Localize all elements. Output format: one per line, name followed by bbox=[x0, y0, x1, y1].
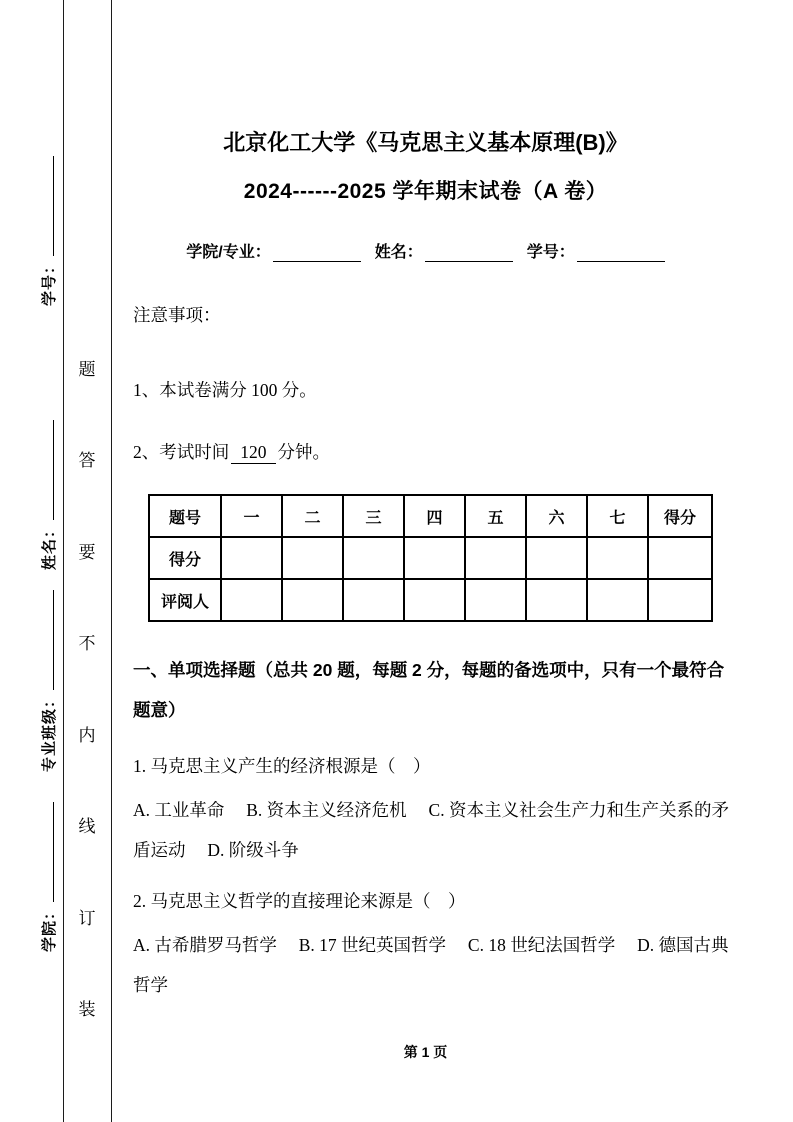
reviewer-cell-empty bbox=[343, 579, 404, 621]
binding-char: 内 bbox=[78, 725, 96, 745]
binding-char: 要 bbox=[78, 542, 96, 562]
question-1-text: 1. 马克思主义产生的经济根源是（ ） bbox=[133, 755, 431, 776]
reviewer-cell-empty bbox=[648, 579, 712, 621]
score-table bbox=[148, 494, 713, 622]
notice-heading: 注意事项： bbox=[133, 305, 221, 325]
exam-duration-value: 120 bbox=[231, 442, 275, 464]
exam-title: 北京化工大学《马克思主义基本原理(B)》 bbox=[223, 130, 628, 155]
score-table-header-cell: 六 bbox=[526, 495, 587, 537]
margin-college-label bbox=[38, 802, 59, 952]
name-label: 姓名： bbox=[374, 244, 423, 261]
binding-char: 线 bbox=[78, 817, 96, 837]
score-table-score-row bbox=[149, 537, 712, 579]
reviewer-cell-empty bbox=[404, 579, 465, 621]
student-info-row bbox=[133, 239, 718, 262]
margin-college-blank bbox=[50, 802, 54, 902]
binding-line-inner bbox=[111, 0, 112, 1122]
question-2-text: 2. 马克思主义哲学的直接理论来源是（ ） bbox=[133, 891, 466, 911]
page-number: 第 1 页 bbox=[403, 1044, 448, 1060]
margin-student-id-blank bbox=[50, 156, 54, 256]
margin-name-text: 姓名： bbox=[41, 521, 58, 570]
score-table-header-cell: 七 bbox=[587, 495, 648, 537]
score-table-header-row bbox=[149, 495, 712, 537]
reviewer-row-label: 评阅人 bbox=[149, 579, 221, 621]
exam-subtitle: 2024------2025 学年期末试卷（A 卷） bbox=[243, 180, 608, 203]
margin-college-text: 学院： bbox=[41, 903, 58, 952]
margin-student-id-label bbox=[38, 156, 59, 306]
reviewer-cell-empty bbox=[587, 579, 648, 621]
exam-content bbox=[133, 0, 761, 1006]
score-cell-empty bbox=[343, 537, 404, 579]
margin-class-text: 专业班级： bbox=[41, 691, 58, 772]
score-cell-empty bbox=[648, 537, 712, 579]
margin-name-blank bbox=[50, 420, 54, 520]
score-table-header-cell: 二 bbox=[282, 495, 343, 537]
score-table-header-cell: 三 bbox=[343, 495, 404, 537]
student-id-label: 学号： bbox=[526, 244, 575, 261]
score-table-header-cell: 四 bbox=[404, 495, 465, 537]
score-cell-empty bbox=[587, 537, 648, 579]
binding-char: 答 bbox=[78, 451, 96, 471]
score-table-header-cell: 一 bbox=[221, 495, 282, 537]
reviewer-cell-empty bbox=[526, 579, 587, 621]
student-id-blank bbox=[577, 245, 665, 262]
margin-student-id-text: 学号： bbox=[41, 257, 58, 306]
reviewer-cell-empty bbox=[282, 579, 343, 621]
margin-class-label bbox=[38, 590, 59, 772]
margin-class-blank bbox=[50, 590, 54, 690]
name-blank bbox=[425, 245, 513, 262]
binding-char: 不 bbox=[78, 634, 96, 654]
score-cell-empty bbox=[221, 537, 282, 579]
notice-item-2-suffix: 分钟。 bbox=[277, 442, 330, 462]
binding-instruction-column bbox=[63, 355, 111, 1020]
notice-item-1: 1、本试卷满分 100 分。 bbox=[133, 380, 317, 400]
question-1-options: A. 工业革命 B. 资本主义经济危机 C. 资本主义社会生产力和生产关系的矛盾运动 D. 阶级斗争 bbox=[133, 799, 729, 860]
score-cell-empty bbox=[282, 537, 343, 579]
notice-item-2-prefix: 2、考试时间 bbox=[133, 442, 230, 462]
section-heading: 一、单项选择题（总共 20 题，每题 2 分，每题的备选项中，只有一个最符合题意） bbox=[133, 660, 725, 721]
question-2-options: A. 古希腊罗马哲学 B. 17 世纪英国哲学 C. 18 世纪法国哲学 D. 德国古典哲学 bbox=[133, 935, 729, 996]
score-cell-empty bbox=[404, 537, 465, 579]
score-cell-empty bbox=[526, 537, 587, 579]
margin-name-label bbox=[38, 420, 59, 570]
score-cell-empty bbox=[465, 537, 526, 579]
college-major-blank bbox=[273, 245, 361, 262]
binding-char: 题 bbox=[78, 360, 96, 379]
college-major-label: 学院/专业： bbox=[186, 244, 271, 261]
score-table-header-cell: 得分 bbox=[648, 495, 712, 537]
binding-char: 订 bbox=[78, 908, 96, 928]
reviewer-cell-empty bbox=[221, 579, 282, 621]
binding-char: 装 bbox=[78, 999, 96, 1019]
notice-item-2 bbox=[133, 439, 761, 464]
score-table-header-cell: 五 bbox=[465, 495, 526, 537]
score-row-label: 得分 bbox=[149, 537, 221, 579]
reviewer-cell-empty bbox=[465, 579, 526, 621]
score-table-header-cell: 题号 bbox=[149, 495, 221, 537]
score-table-reviewer-row bbox=[149, 579, 712, 621]
